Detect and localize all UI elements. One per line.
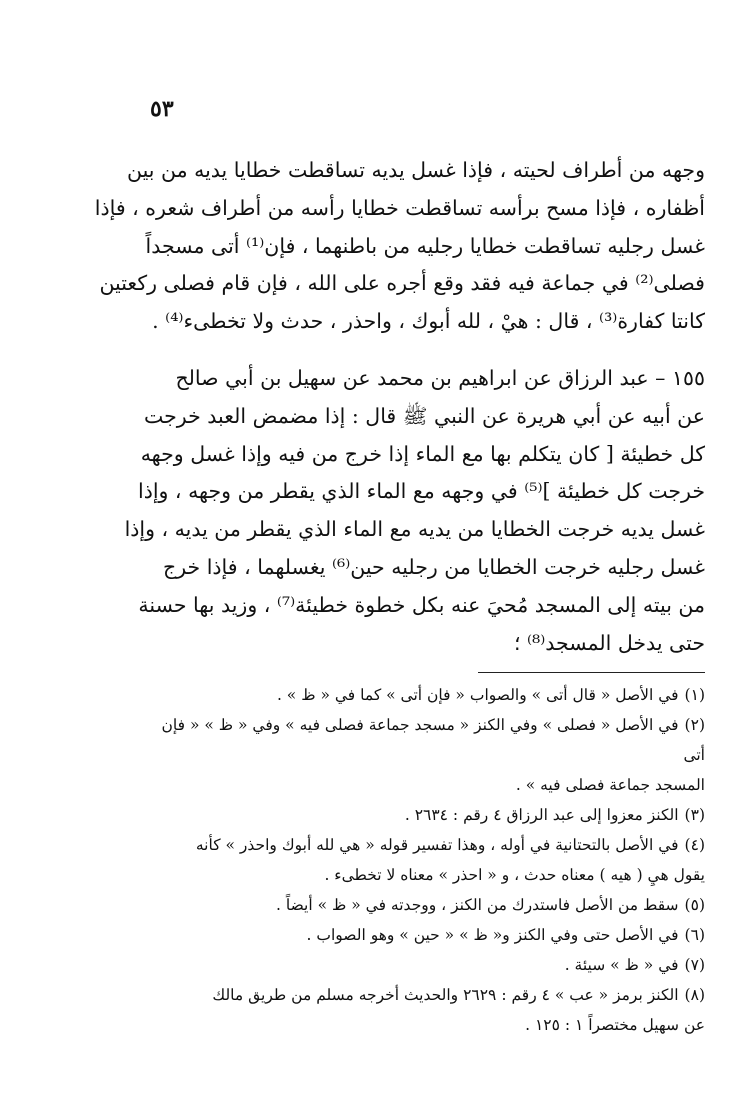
footnote-text: في « ظ » سيئة . <box>564 956 679 974</box>
footnote-4 <box>160 830 705 890</box>
footnote-1 <box>160 680 705 710</box>
footnote-number: (٤) <box>684 836 705 854</box>
text-line: وجهه من أطراف لحيته ، فإذا غسل يديه تساقطت خطايا يديه من بين <box>126 158 705 182</box>
footnote-8 <box>160 980 705 1040</box>
footnote-text: في الأصل « فصلى » وفي الكنز « مسجد جماعة فصلى فيه » وفي « ظ » « فإن أتى <box>161 716 705 764</box>
footnote-divider <box>478 672 705 673</box>
footnote-text: الكنز معزوا إلى عبد الرزاق ٤ رقم : ٢٦٣٤ . <box>404 806 679 824</box>
footnote-continuation: يقول هيِ ( هيه ) معناه حدث ، و « احذر » معناه لا تخطىء . <box>324 866 705 884</box>
footnote-number: (٧) <box>684 956 705 974</box>
text-line: كل خطيئة [ كان يتكلم بها مع الماء إذا خرج من فيه وإذا غسل وجهه <box>140 441 705 466</box>
paragraph-continuation <box>94 152 705 341</box>
text-line: ١٥٥ – عبد الرزاق عن ابراهيم بن محمد عن سهيل بن أبي صالح <box>175 366 705 390</box>
footnote-text: في الأصل « قال أتى » والصواب « فإن أتى » كما في « ظ » . <box>276 686 679 704</box>
text-line: فصلى⁽²⁾ في جماعة فيه فقد وقع أجره على الله ، فإن قام فصلى ركعتين <box>99 271 705 296</box>
text-line: غسل يديه خرجت الخطايا من يديه مع الماء الذي يقطر من يديه ، وإذا <box>124 517 705 542</box>
footnote-continuation: عن سهيل مختصراً ١ : ١٢٥ . <box>525 1016 705 1034</box>
footnote-text: سقط من الأصل فاستدرك من الكنز ، ووجدته في « ظ » أيضاً . <box>276 896 679 914</box>
text-line: خرجت كل خطيئة ]⁽⁵⁾ في وجهه مع الماء الذي يقطر من وجهه ، وإذا <box>138 479 705 504</box>
footnote-5 <box>160 890 705 920</box>
text-line: غسل رجليه تساقطت خطايا رجليه من باطنهما ، فإن⁽¹⁾ أتى مسجداً <box>145 233 705 258</box>
text-line: كانتا كفارة⁽³⁾ ، قال : هيْ ، لله أبوك ، واحذر ، حدث ولا تخطىء⁽⁴⁾ . <box>152 309 705 334</box>
footnote-2 <box>160 710 705 800</box>
footnote-number: (٥) <box>684 896 705 914</box>
text-line: أظفاره ، فإذا مسح برأسه تساقطت خطايا رأسه من أطراف شعره ، فإذا <box>94 195 705 220</box>
footnote-continuation: المسجد جماعة فصلى فيه » . <box>515 776 705 794</box>
text-line: حتى يدخل المسجد⁽⁸⁾ ؛ <box>513 630 705 655</box>
footnote-3 <box>160 800 705 830</box>
footnote-text: في الأصل حتى وفي الكنز و« ظ » « حين » وهو الصواب . <box>306 926 679 944</box>
footnote-text: الكنز برمز « عب » ٤ رقم : ٢٦٢٩ والحديث أخرجه مسلم من طريق مالك <box>212 986 679 1004</box>
footnote-text: في الأصل بالتحتانية في أوله ، وهذا تفسير قوله « هي لله أبوك واحذر » كأنه <box>195 836 679 854</box>
text-line: غسل رجليه خرجت الخطايا من رجليه حين⁽⁶⁾ يغسلهما ، فإذا خرج <box>162 554 705 579</box>
text-line: عن أبيه عن أبي هريرة عن النبي ﷺ قال : إذا مضمض العبد خرجت <box>144 403 705 428</box>
page-number: ٥٣ <box>150 96 174 122</box>
footnote-6 <box>160 920 705 950</box>
footnote-7 <box>160 950 705 980</box>
footnote-number: (٦) <box>684 926 705 944</box>
text-line: من بيته إلى المسجد مُحيَ عنه بكل خطوة خطيئة⁽⁷⁾ ، وزيد بها حسنة <box>138 592 705 617</box>
footnote-number: (٢) <box>684 716 705 734</box>
footnotes-section <box>160 680 705 1040</box>
footnote-number: (٣) <box>684 806 705 824</box>
footnote-number: (٨) <box>684 986 705 1004</box>
hadith-155-paragraph <box>124 360 705 662</box>
footnote-number: (١) <box>684 686 705 704</box>
